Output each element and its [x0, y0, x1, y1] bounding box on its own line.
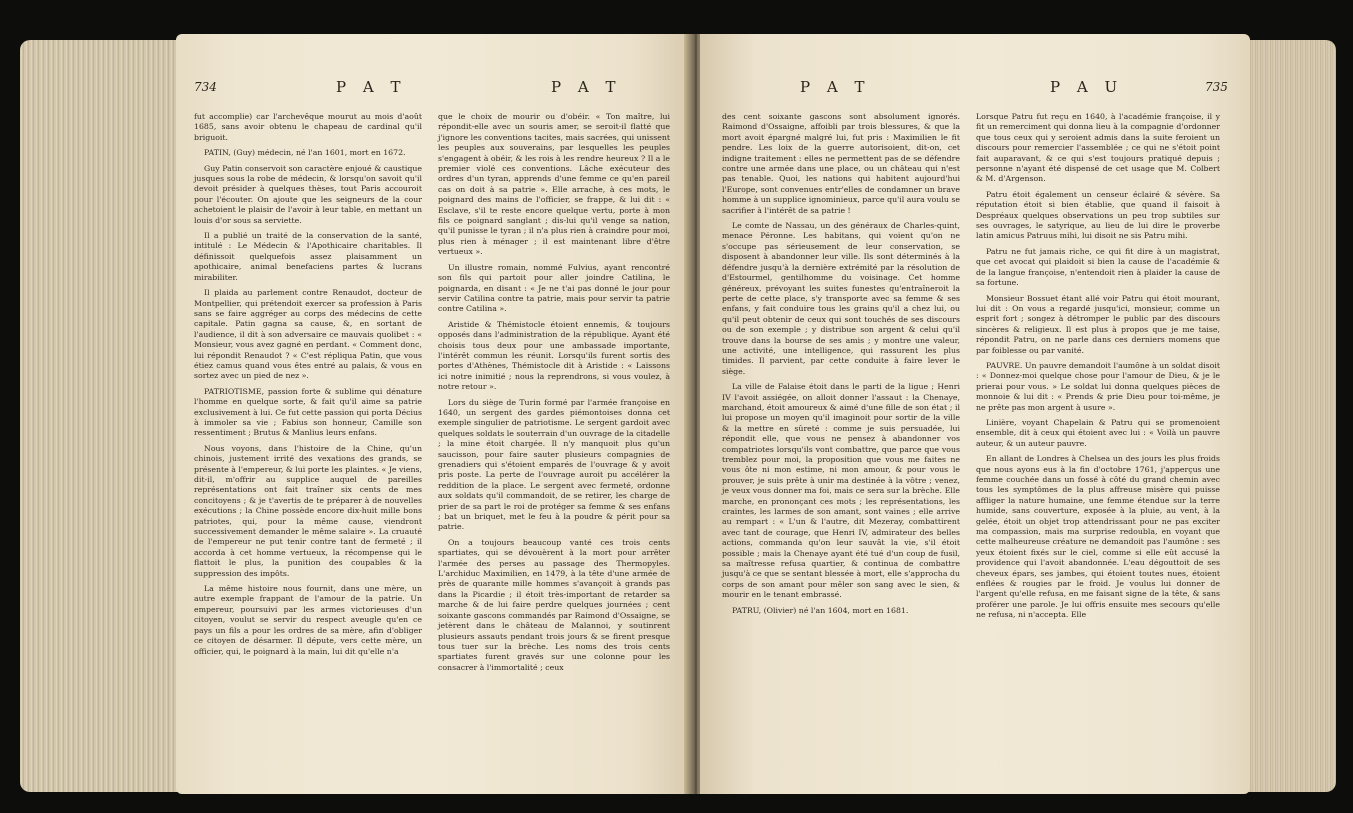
paragraph: fut accomplie) car l'archevêque mourut au mois d'août 1685, sans avoir obtenu le chapeau de cardinal qu'il briguoit. — [194, 112, 422, 142]
paragraph: Il a publié un traité de la conservation de la santé, intitulé : Le Médecin & l'Apothicaire charitables. Il définissoit quelquefois assez plaisamment un apothicaire, animal benefaciens partes & lucrans mirabiliter. — [194, 231, 422, 282]
left-page-edges — [20, 40, 180, 792]
paragraph: PATRU, (Olivier) né l'an 1604, mort en 1681. — [732, 605, 909, 615]
left-column-1 — [194, 112, 422, 662]
right-running-header-1: P A T — [800, 78, 871, 96]
paragraph: La ville de Falaise étoit dans le parti de la ligue ; Henri IV l'avoit assiégée, on alloit donner l'assaut : la Chenaye, marchand, étoit amoureux & aimé d'une fille de son état ; il lui propose un moyen qu'il imaginoit pour sortir de la ville & la mettre en sûreté : comme je suis persuadée, lui répondit elle, que vous ne pensez à abandonner vos compatriotes lorsqu'ils vont combattre, que parce que vous tremblez pour moi, la proposition que vous me faites ne vous ôte ni mon estime, ni mon amour, & pour vous le prouver, je suis prête à unir ma destinée à la vôtre ; venez, je veux vous donner ma foi, mais ce sera sur la brèche. Elle marche, en prononçant ces mots ; les représentations, les craintes, les larmes de son amant, sont vaines ; elle arrive au rempart : « L'un & l'autre, dit Mezeray, combattirent avec tant de courage, que Henri IV, admirateur des belles actions, commanda qu'on leur sauvât la vie, s'il étoit possible ; mais la Chenaye ayant été tué d'un coup de fusil, sa maîtresse refusa quartier, & continua de combattre jusqu'à ce que se sentant blessée à mort, elle s'approcha du corps de son amant pour mêler son sang avec le sien, & mourir en le tenant embrassé. — [722, 382, 960, 600]
right-page — [700, 34, 1250, 794]
paragraph: On a toujours beaucoup vanté ces trois cents spartiates, qui se dévouèrent à la mort pour arrêter l'armée des perses au passage des Thermopyles. L'archiduc Maximilien, en 1479, à la tête d'une armée de près de quarante mille hommes s'avançoit à grands pas dans la Picardie ; il étoit très-important de retarder sa marche & de lui faire perdre quelques journées ; cent soixante gascons commandés par Raimond d'Ossaigne, se jetèrent dans le château de Malannoi, y soutinrent plusieurs assauts pendant trois jours & se firent presque tous tuer sur la brèche. Les noms des trois cents spartiates furent gravés sur une colonne pour les consacrer à l'immortalité ; ceux — [438, 537, 670, 672]
paragraph: PAUVRE. Un pauvre demandoit l'aumône à un soldat disoit : « Donnez-moi quelque chose pour l'amour de Dieu, & je le prierai pour vous. » Le soldat lui donna quelques pièces de monnoie & lui dit : « Prends & prie Dieu pour toi-même, je ne prête pas mon argent à usure ». — [976, 360, 1220, 412]
paragraph: PATRIOTISME, passion forte & sublime qui dénature l'homme en quelque sorte, & fait qu'il aime sa patrie exclusivement à lui. Ce fut cette passion qui porta Décius à immoler sa vie ; Fabius son honneur, Camille son ressentiment ; Brutus & Manlius leurs enfans. — [194, 386, 422, 438]
paragraph: PATIN, (Guy) médecin, né l'an 1601, mort en 1672. — [204, 148, 406, 158]
paragraph: Il plaida au parlement contre Renaudot, docteur de Montpellier, qui prétendoit exercer sa profession à Paris sans se faire aggréger au corps des médecins de cette capitale. Patin gagna sa cause, &, en sortant de l'audience, il dit à son adversaire ce mauvais quolibet : « Monsieur, vous avez gagné en perdant. « Comment donc, lui répondit Renaudot ? « C'est répliqua Patin, que vous étiez camus quand vous êtes entré au palais, & vous en sortez avec un pied de nez ». — [194, 288, 422, 381]
paragraph: des cent soixante gascons sont absolument ignorés. Raimond d'Ossaigne, affoibli par trois blessures, & que la mort avoit épargné malgré lui, fut pris : Maximilien le fit pendre. Les loix de la guerre autorisoient, dit-on, cet indigne traitement : elles ne permettent pas de se défendre contre une armée dans une place, ou un château qui n'est pas tenable. Quoi, les nations qui habitent aujourd'hui l'Europe, sont convenues entr'elles de condamner un brave homme à un supplice ignominieux, parce qu'il aura voulu se sacrifier à l'intérêt de sa patrie ! — [722, 112, 960, 215]
paragraph: Nous voyons, dans l'histoire de la Chine, qu'un chinois, justement irrité des vexations des grands, se présente à l'empereur, & lui porte les plaintes. « Je viens, dit-il, m'offrir au supplice auquel de pareilles représentations ont fait traîner six cents de mes concitoyens ; & je t'avertis de te préparer à de nouvelles exécutions ; la Chine possède encore dix-huit mille bons patriotes, qui, pour la même cause, viendront successivement demander le même salaire ». La cruauté de l'empereur ne put tenir contre tant de fermeté ; il accorda à cet homme vertueux, la récompense qui le flattoit le plus, la punition des coupables & la suppression des impôts. — [194, 443, 422, 578]
paragraph: Patru ne fut jamais riche, ce qui fit dire à un magistrat, que cet avocat qui plaidoit si bien la cause de l'académie & de la langue françoise, n'entendoit rien à plaider la cause de sa fortune. — [976, 246, 1220, 288]
paragraph: Aristide & Thémistocle étoient ennemis, & toujours opposés dans l'administration de la république. Ayant été choisis tous deux pour une ambassade importante, l'intérêt commun les réunit. Lorsqu'ils furent sortis des portes d'Athènes, Thémistocle dit à Aristide : « Laissons ici notre inimitié ; nous la reprendrons, si vous voulez, à notre retour ». — [438, 319, 670, 392]
paragraph: Guy Patin conservoit son caractère enjoué & caustique jusques sous la robe de médecin, & lorsqu'on savoit qu'il devoit présider à quelques thèses, tout Paris accouroit pour l'écouter. On ajoute que les seigneurs de la cour achetoient le plaisir de l'avoir à leur table, en mettant un louis d'or sous sa serviette. — [194, 163, 422, 225]
left-column-2 — [438, 112, 670, 678]
paragraph: Monsieur Bossuet étant allé voir Patru qui étoit mourant, lui dit : On vous a regardé jusqu'ici, monsieur, comme un esprit fort ; songez à détromper le public par des discours sincères & religieux. Il est plus à propos que je me taise, répondit Patru, on ne parle dans ces derniers momens que par foiblesse ou par vanité. — [976, 293, 1220, 355]
left-page-number: 734 — [194, 80, 217, 94]
paragraph: En allant de Londres à Chelsea un des jours les plus froids que nous ayons eus à la fin d'octobre 1761, j'apperçus une femme couchée dans un fossé à côté du grand chemin avec tous les symptômes de la plus affreuse misère qui puisse affliger la nature humaine, une femme étendue sur la terre humide, sans couverture, exposée à la pluie, au vent, à la gelée, étoit un objet trop attendrissant pour ne pas exciter ma compassion, mais ma surprise redoubla, en voyant que cette malheureuse créature ne demandoit pas l'aumône : ses yeux étoient fixés sur le ciel, comme si elle eût accusé la providence qui l'avoit abandonnée. L'eau dégouttoit de ses cheveux épars, ses jambes, qui étoient toutes nues, étoient enflées & rougies par le froid. Je voulus lui donner de l'argent qu'elle refusa, en me faisant signe de la tête, & sans proférer une parole. Je lui offris ensuite mes secours qu'elle ne refusa, ni n'accepta. Elle — [976, 454, 1220, 620]
paragraph: Lorsque Patru fut reçu en 1640, à l'académie françoise, il y fit un remerciment qui donna lieu à la compagnie d'ordonner que tous ceux qui y seroient admis dans la suite feroient un discours pour remercier l'assemblée ; ce qui ne s'étoit point fait auparavant, & ce qui s'est toujours pratiqué depuis ; personne n'ayant été dispensé de cet usage que M. Colbert & M. d'Argenson. — [976, 112, 1220, 184]
right-running-header-2: P A U — [1050, 78, 1124, 96]
left-running-header-2: P A T — [551, 78, 622, 96]
paragraph: Patru étoit également un censeur éclairé & sévère. Sa réputation étoit si bien établie, que quand il faisoit à Despréaux quelques observations un peu trop subtiles sur ses ouvrages, le satyrique, au lieu de lui dire le proverbe latin amicus Patruus mihi, lui disoit ne sis Patru mihi. — [976, 189, 1220, 241]
paragraph: que le choix de mourir ou d'obéir. « Ton maître, lui répondit-elle avec un souris amer, se seroit-il flatté que j'ignore les conventions tacites, mais sacrées, qui unissent les peuples aux souverains, par lesquelles les peuples s'engagent à obéir, & les rois à les rendre heureux ? Il a le premier violé ces conventions. Lâche exécuteur des ordres d'un tyran, apprends d'une femme ce qu'en pareil cas on doit à sa patrie ». Elle arrache, à ces mots, le poignard des mains de l'officier, se frappe, & lui dit : « Esclave, s'il te reste encore quelque vertu, porte à mon fils ce poignard sanglant ; dis-lui qu'il venge sa nation, qu'il punisse le tyran ; il n'a plus rien à craindre pour moi, plus rien à ménager ; il est maintenant libre d'être vertueux ». — [438, 112, 670, 257]
paragraph: Linière, voyant Chapelain & Patru qui se promenoient ensemble, dit à ceux qui étoient avec lui : « Voilà un pauvre auteur, & un auteur pauvre. — [976, 417, 1220, 448]
paragraph: La même histoire nous fournit, dans une mère, un autre exemple frappant de l'amour de la patrie. Un empereur, poursuivi par les armes victorieuses d'un citoyen, voulut se servir du respect aveugle qu'en ce pays un fils a pour les ordres de sa mère, afin d'obliger ce citoyen de désarmer. Il députe, vers cette mère, un officier, qui, le poignard à la main, lui dit qu'elle n'a — [194, 584, 422, 656]
right-page-number: 735 — [1205, 80, 1228, 94]
left-running-header-1: P A T — [336, 78, 407, 96]
paragraph: Un illustre romain, nommé Fulvius, ayant rencontré son fils qui partoit pour aller joindre Catilina, le poignarda, en disant : « Je ne t'ai pas donné le jour pour servir Catilina contre ta patrie, mais pour servir ta patrie contre Catilina ». — [438, 262, 670, 314]
paragraph: Le comte de Nassau, un des généraux de Charles-quint, menace Péronne. Les habitans, qui voient qu'on ne s'occupe pas sérieusement de leur conservation, se disposent à abandonner leur ville. Ils sont déterminés à la défendre jusqu'à la dernière extrémité par la résolution de d'Estourmel, gentilhomme du voisinage. Cet homme généreux, prévoyant les suites funestes qu'entraîneroit la perte de cette place, s'y transporte avec sa femme & ses enfans, y fait conduire tous les grains qu'il a chez lui, ou qu'il peut obtenir de ceux qui sont touchés de ses discours ou de son exemple ; y distribue son argent & celui qu'il trouve dans la bourse de ses amis ; y montre une valeur, une activité, une intelligence, qui rassurent les plus timides. Il parvient, par cette conduite à faire lever le siège. — [722, 221, 960, 376]
right-column-1 — [722, 112, 960, 621]
left-page — [176, 34, 691, 794]
paragraph: Lors du siège de Turin formé par l'armée françoise en 1640, un sergent des gardes piémontoises donna cet exemple singulier de patriotisme. Le sergent gardoit avec quelques soldats le souterrain d'un ouvrage de la citadelle ; la mine étoit chargée. Il n'y manquoit plus qu'un saucisson, pour faire sauter plusieurs compagnies de grenadiers qui s'étoient emparés de l'ouvrage & y avoit pris poste. La perte de l'ouvrage auroit pu accélérer la reddition de la place. Le sergent avec fermeté, ordonne aux soldats qu'il commandoit, de se retirer, les charge de prier de sa part le roi de protéger sa femme & ses enfans ; bat un briquet, met le feu à la poudre & périt pour sa patrie. — [438, 397, 670, 532]
right-page-edges — [1246, 40, 1336, 792]
right-column-2 — [976, 112, 1220, 626]
